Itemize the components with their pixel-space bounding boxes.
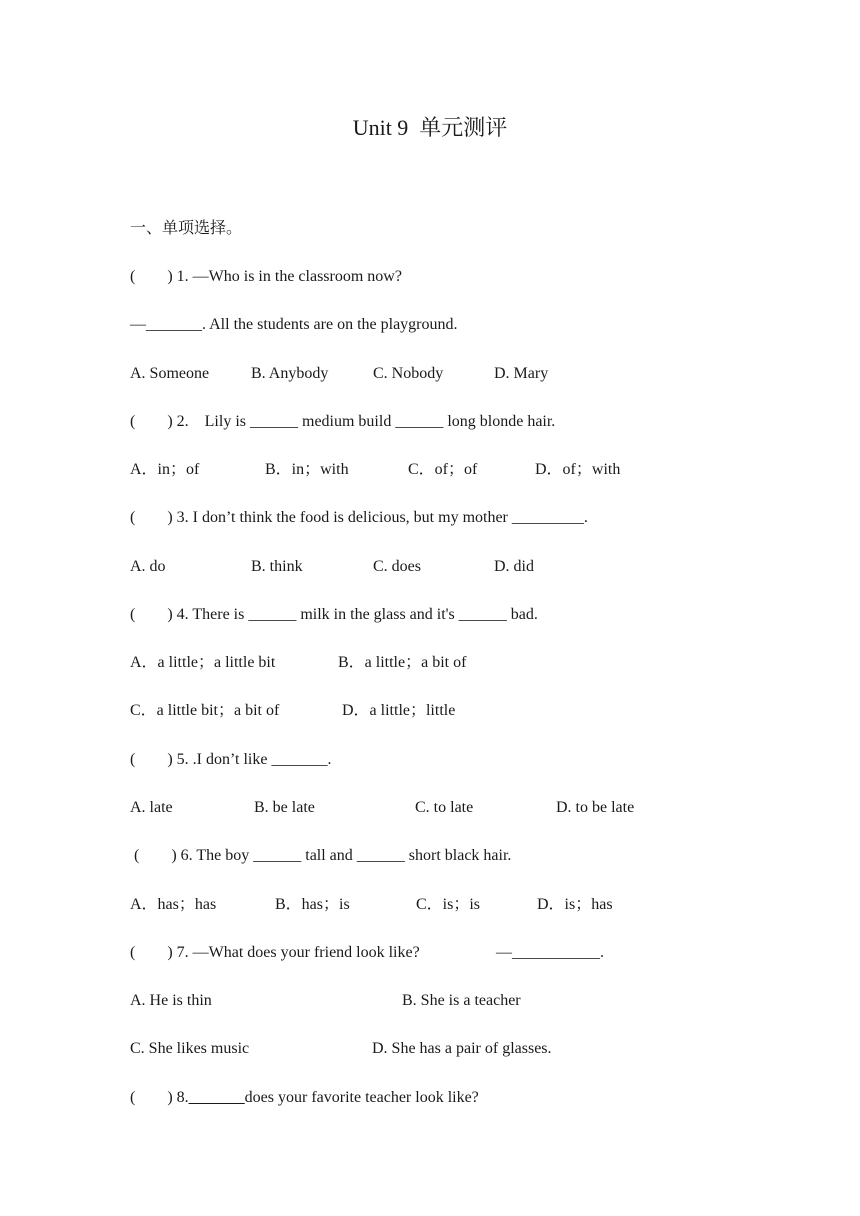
question-3-option-b: B. think [251,558,303,575]
question-1-option-a: A. Someone [130,365,210,382]
question-1-stem: ( ) 1. —Who is in the classroom now? [130,268,402,285]
question-8-text: does your favorite teacher look like? [244,1089,479,1106]
question-6-stem: ( ) 6. The boy ______ tall and ______ short black hair. [130,847,512,864]
question-2-option-c: C．of；of [408,461,478,478]
question-7-stem: ( ) 7. —What does your friend look like? [130,944,420,961]
question-4-option-c: C．a little bit；a bit of [130,702,280,719]
question-6-option-d: D．is；has [537,896,613,913]
question-2-option-a: A．in；of [130,461,200,478]
question-3-option-a: A. do [130,558,166,575]
question-8-number: ( ) 8. [130,1089,189,1106]
question-7-option-a: A. He is thin [130,992,212,1009]
question-5-option-a: A. late [130,799,173,816]
question-2-stem: ( ) 2. Lily is ______ medium build ______ long blonde hair. [130,413,556,430]
question-4-option-d: D．a little；little [342,702,456,719]
question-5-option-c: C. to late [415,799,474,816]
question-4-option-a: A．a little；a little bit [130,654,276,671]
page-title: Unit 9 单元测评 [352,115,508,140]
question-1-option-c: C. Nobody [373,365,444,382]
section-heading: 一、单项选择。 [130,220,243,237]
question-5-stem: ( ) 5. .I don’t like _______. [130,751,332,768]
question-6-option-b: B．has；is [275,896,350,913]
question-3-option-c: C. does [373,558,421,575]
question-7-reply: —___________. [496,944,604,961]
question-6-option-a: A．has；has [130,896,217,913]
question-2-option-b: B．in；with [265,461,349,478]
question-8-blank: _______ [188,1089,245,1106]
question-4-stem: ( ) 4. There is ______ milk in the glass and it's ______ bad. [130,606,538,623]
question-7-option-b: B. She is a teacher [402,992,521,1009]
question-7-option-c: C. She likes music [130,1040,250,1057]
question-5-option-b: B. be late [254,799,315,816]
question-3-stem: ( ) 3. I don’t think the food is delicious, but my mother _________. [130,509,588,526]
question-3-option-d: D. did [494,558,534,575]
question-4-option-b: B．a little；a bit of [338,654,467,671]
question-6-option-c: C．is；is [416,896,481,913]
question-5-option-d: D. to be late [556,799,635,816]
question-2-option-d: D．of；with [535,461,621,478]
question-1-option-d: D. Mary [494,365,549,382]
question-7-option-d: D. She has a pair of glasses. [372,1040,552,1057]
question-8-stem [130,1087,479,1109]
question-1-reply: —_______. All the students are on the playground. [130,316,458,333]
question-1-option-b: B. Anybody [251,365,329,382]
